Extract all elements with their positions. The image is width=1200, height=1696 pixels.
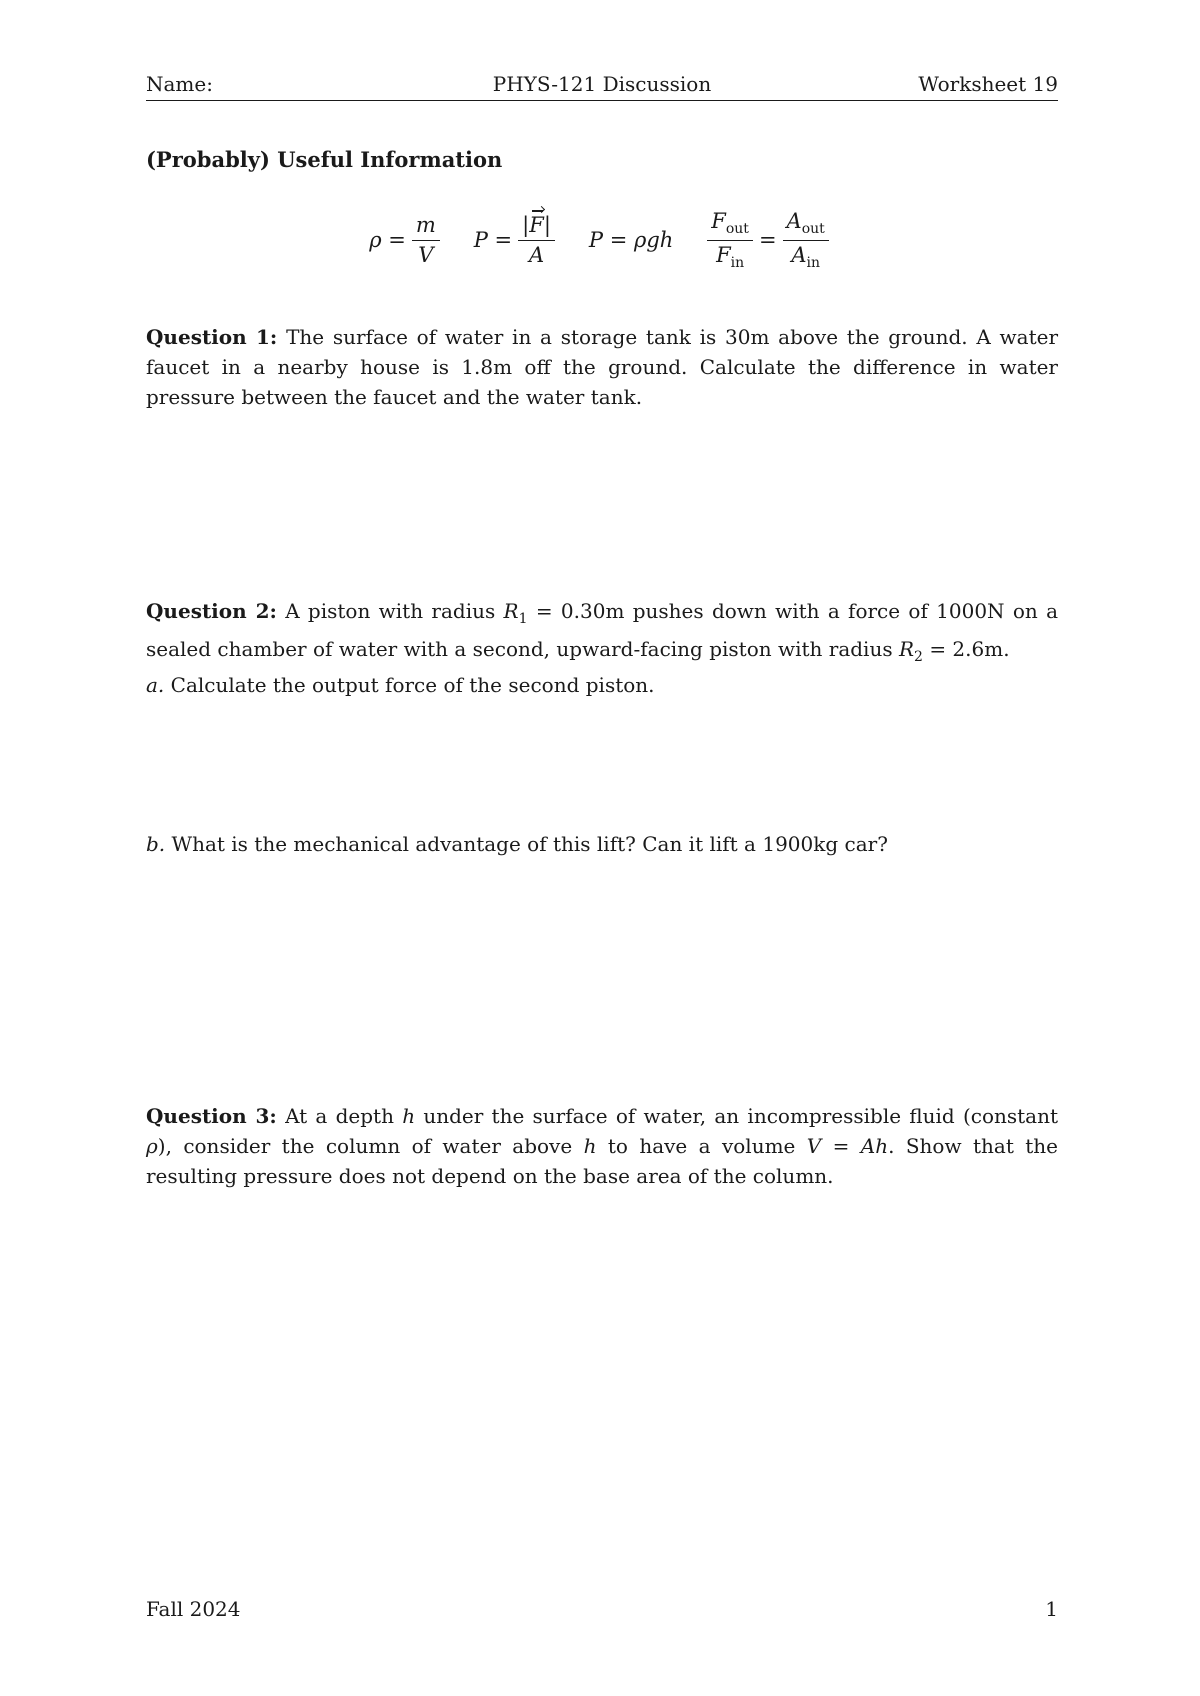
question-2-label: Question 2:	[146, 599, 277, 623]
course-title: PHYS-121 Discussion	[492, 72, 712, 96]
question-2b	[146, 829, 1058, 859]
name-label: Name:	[146, 72, 213, 96]
page-number: 1	[1045, 1597, 1058, 1621]
part-b-text: What is the mechanical advantage of this lift? Can it lift a 1900kg car?	[171, 832, 888, 856]
worksheet-number: Worksheet 19	[918, 72, 1058, 96]
hydraulic-ratio-formula: $\frac{F_{out}}{F_{in}}$ = $\frac{A_{out}}{A_{in}}$	[705, 209, 831, 271]
question-1-text: The surface of water in a storage tank is 30m above the ground. A water faucet in a nearby house is 1.8m off the ground. Calculate the difference in water pressure between the faucet and the water tank.	[146, 325, 1059, 409]
question-3: Question 3: At a depth h under the surface of water, an incompressible fluid (constant ρ), consider the column of water above h to have a volume V = Ah. Show that the resulting pressure does not depend on the base area of the column.	[146, 1104, 1059, 1188]
hydrostatic-pressure-formula: P = ρgh	[588, 228, 674, 252]
question-1-label: Question 1:	[146, 325, 278, 349]
pressure-force-formula: P = $\frac{|F|}{A}$	[474, 213, 557, 266]
part-b-label: b.	[146, 832, 166, 856]
formula-row	[0, 205, 1200, 275]
question-3-label: Question 3:	[146, 1104, 277, 1128]
part-a-text: Calculate the output force of the second piston.	[170, 673, 655, 697]
question-1	[146, 322, 1058, 412]
term-label: Fall 2024	[146, 1597, 241, 1621]
question-2a	[146, 670, 1058, 700]
useful-info-title: (Probably) Useful Information	[146, 147, 503, 172]
density-formula: ρ = $\frac{m}{V}$	[369, 213, 442, 266]
part-a-label: a.	[146, 673, 165, 697]
page-header	[146, 70, 1058, 101]
question-2: Question 2: A piston with radius $R_1 = 0.30m$ pushes down with a force of 1000N on a sealed chamber of water with a second, upward-facing piston with radius $R_2 = 2.6m$.	[146, 599, 1059, 665]
